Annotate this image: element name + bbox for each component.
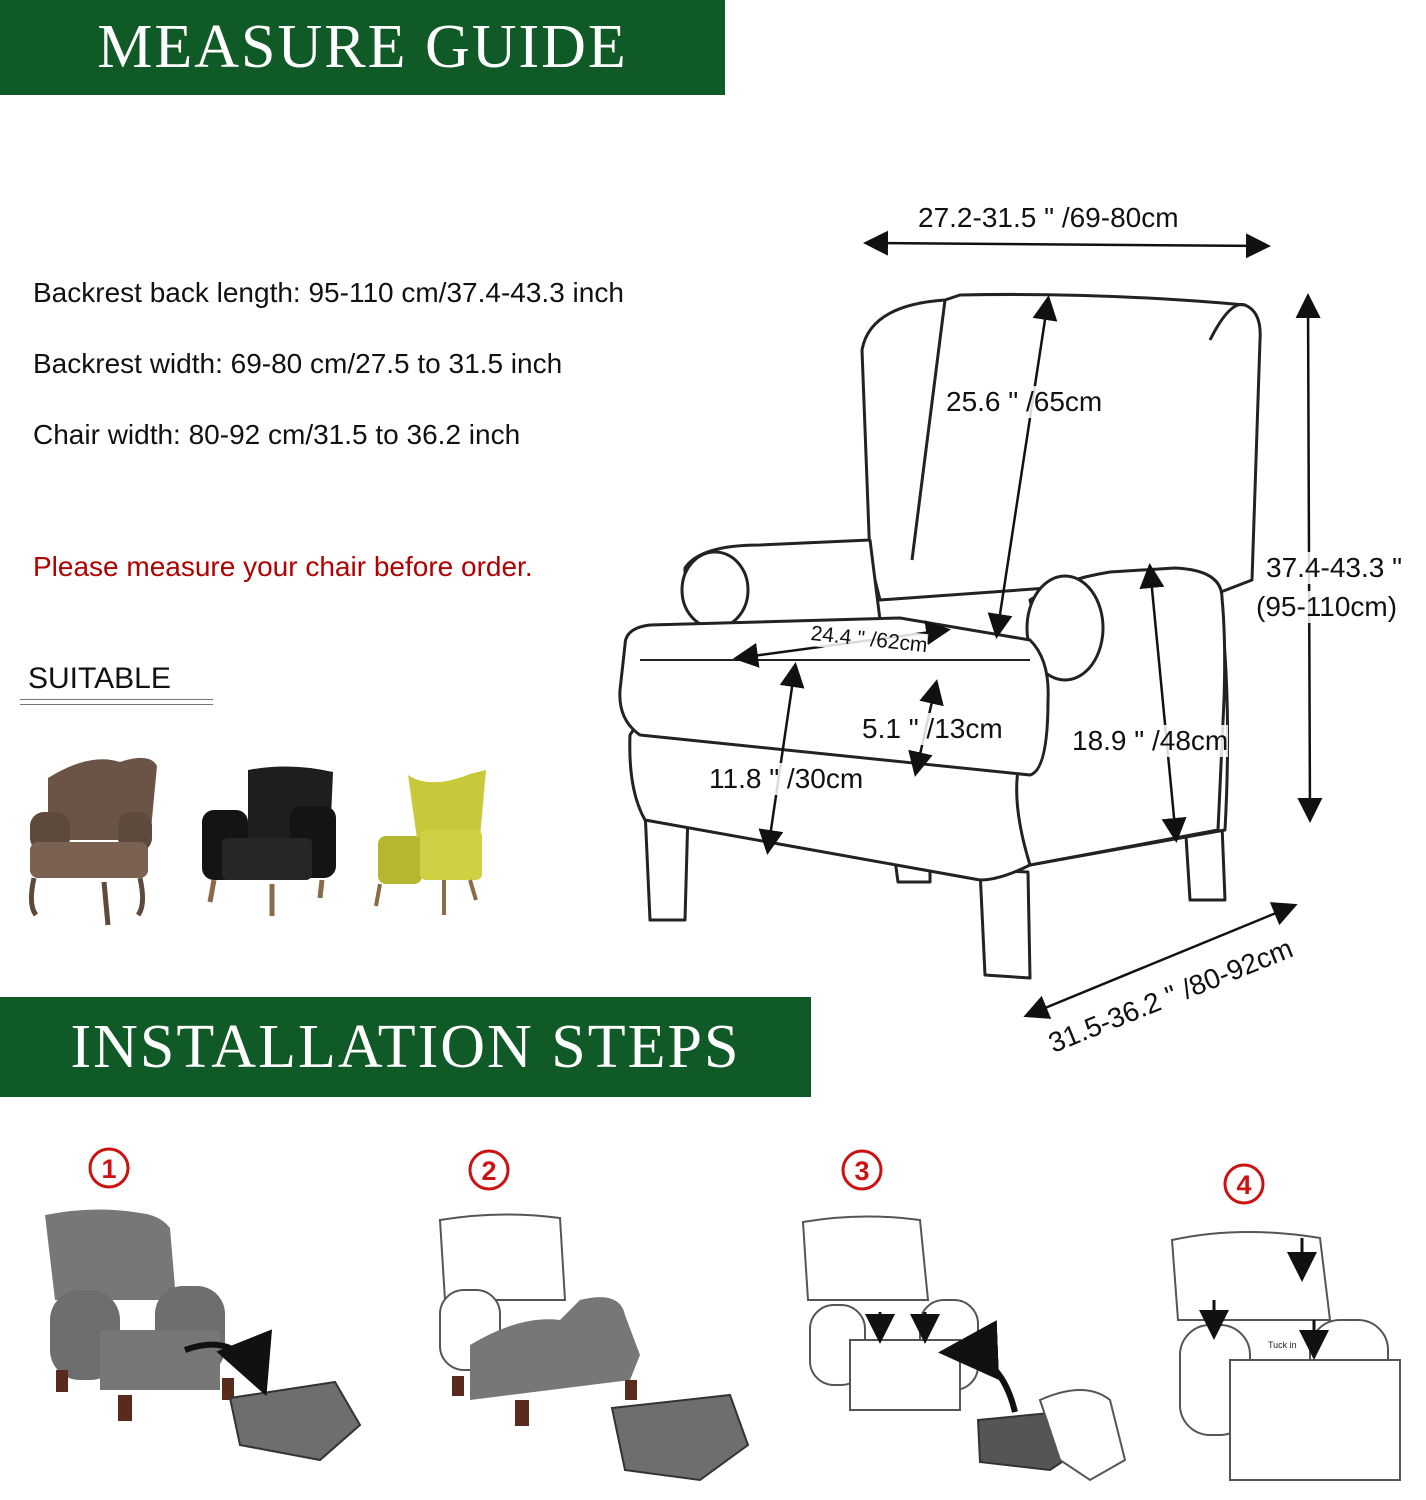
spec-backrest-width: Backrest width: 69-80 cm/27.5 to 31.5 inch [33,348,563,379]
dim-seat-height: 11.8 " /30cm [709,763,864,794]
dim-backrest-height: 25.6 " /65cm [946,386,1103,417]
step-3-illustration [803,1216,1125,1480]
dim-total-height-1: 37.4-43.3 " [1266,552,1403,583]
step-1-illustration [45,1209,360,1460]
dim-chair-width: 31.5-36.2 " /80-92cm [1044,932,1298,1059]
step-number-2 [470,1151,508,1189]
dim-total-height-2: (95-110cm) [1256,591,1398,622]
step-number-3 [843,1151,881,1189]
svg-text:2: 2 [481,1156,497,1186]
brown-wingback-chair-icon [30,758,157,925]
measure-warning: Please measure your chair before order. [33,551,533,582]
dim-arm-height: 18.9 " /48cm [1072,725,1229,756]
measure-guide-title: MEASURE GUIDE [97,13,628,81]
svg-text:3: 3 [854,1156,870,1186]
step-number-4 [1225,1165,1263,1203]
svg-text:1: 1 [101,1154,117,1184]
installation-steps-banner [0,997,811,1097]
spec-backrest-length: Backrest back length: 95-110 cm/37.4-43.3 inch [33,277,624,308]
dim-cushion-thickness: 5.1 " /13cm [862,713,1003,744]
dim-seat-depth: 24.4 " /62cm [809,622,929,658]
black-leather-chair-icon [202,766,336,916]
step-number-1 [90,1149,128,1187]
installation-steps-title: INSTALLATION STEPS [70,1012,741,1081]
yellow-wingback-chair-icon [376,770,486,915]
suitable-label: SUITABLE [28,662,171,695]
chair-line-drawing [620,294,1260,978]
tuck-in-note: Tuck in [1268,1340,1297,1350]
dim-top-width: 27.2-31.5 " /69-80cm [918,202,1179,233]
spec-chair-width: Chair width: 80-92 cm/31.5 to 36.2 inch [33,419,521,450]
step-4-illustration [1172,1232,1400,1480]
svg-text:4: 4 [1236,1170,1252,1200]
step-2-illustration [440,1214,748,1480]
